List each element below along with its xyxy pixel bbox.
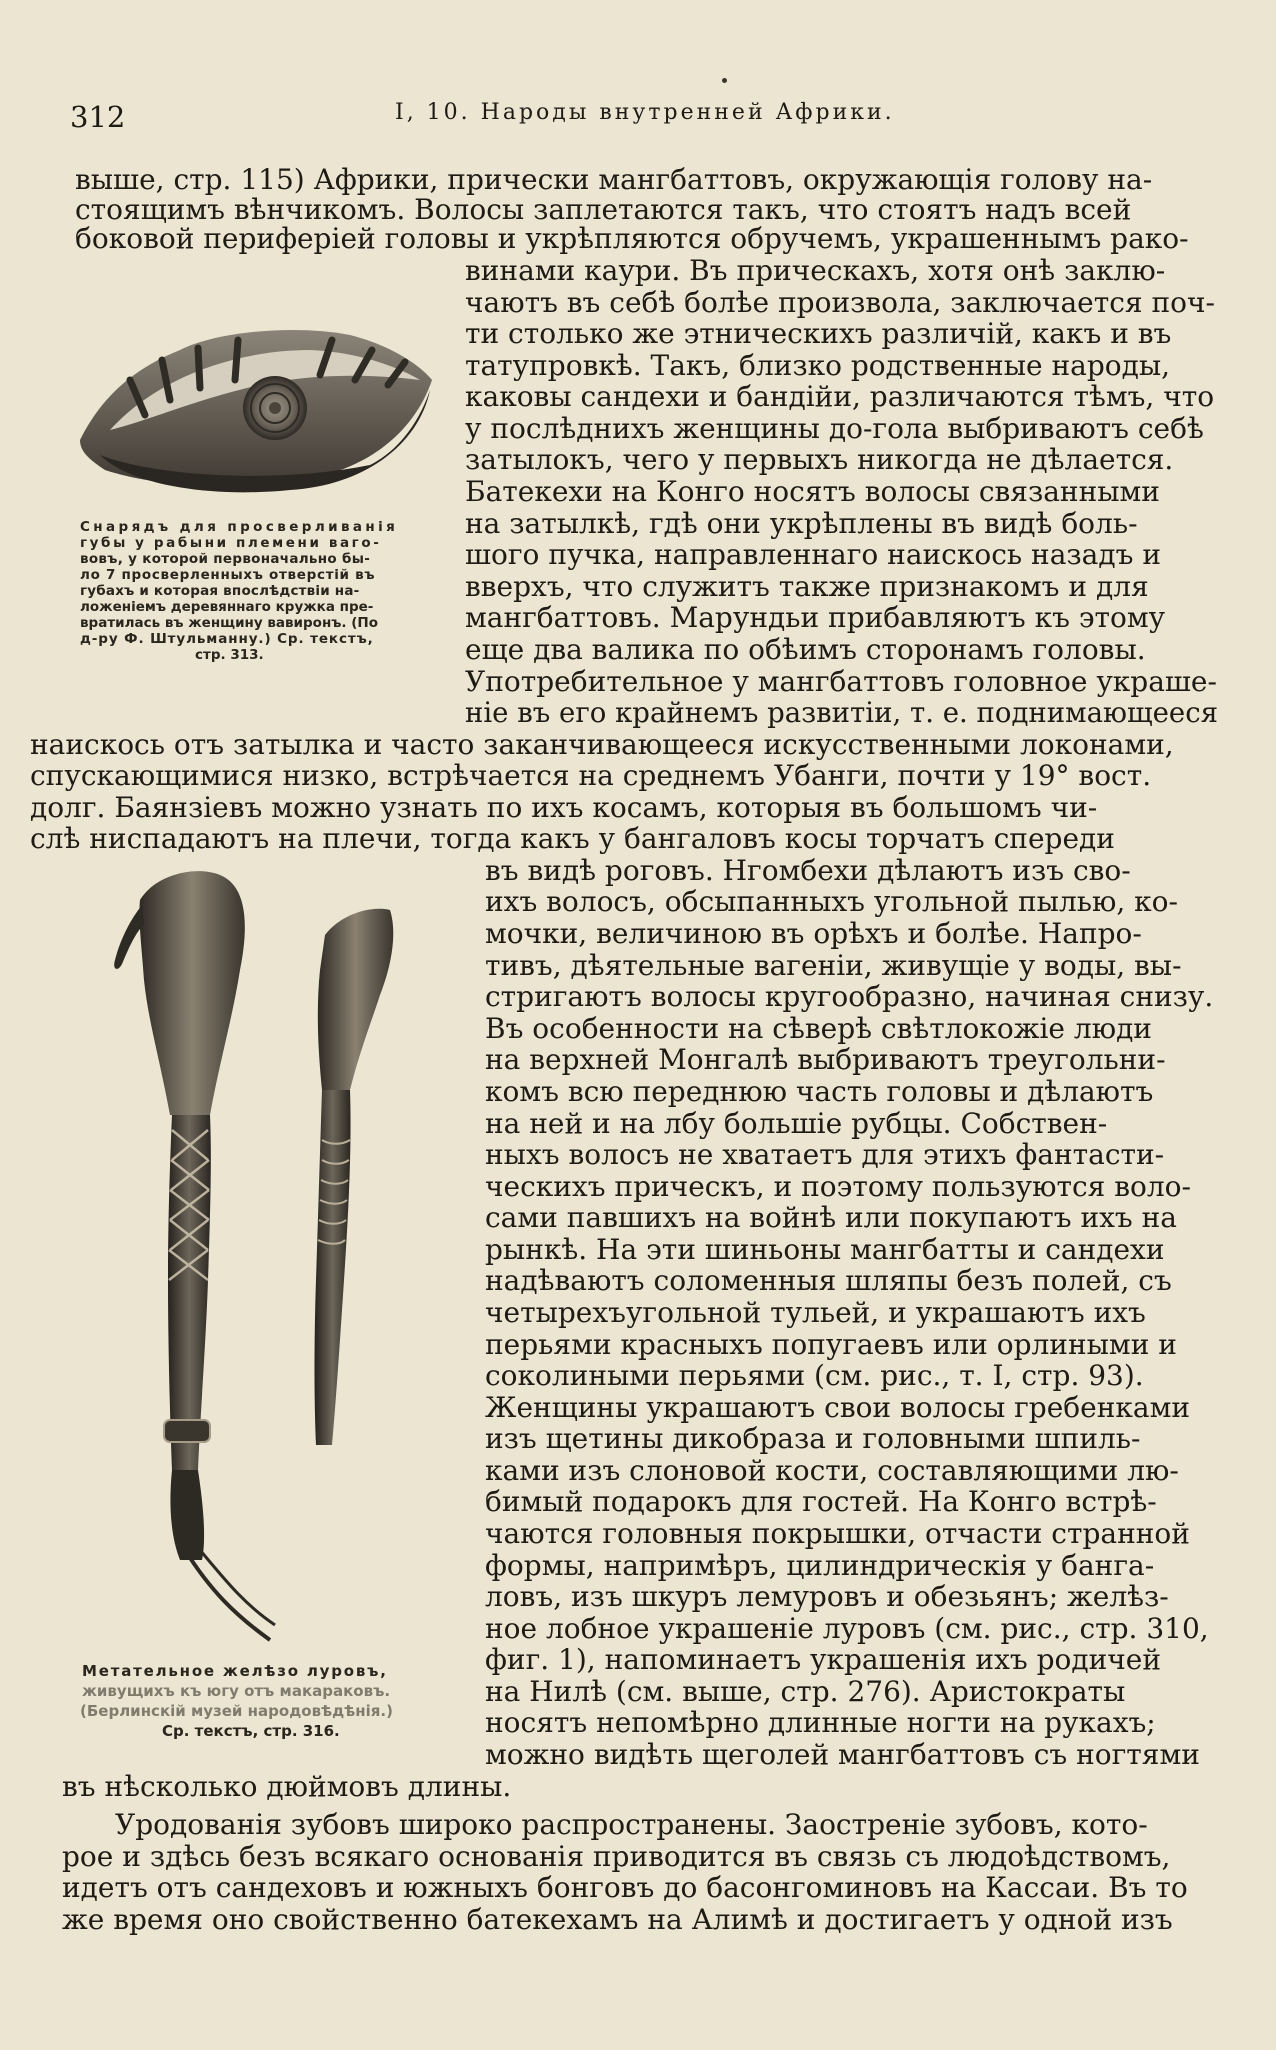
- text-line: ніе въ его крайнемъ развитіи, т. е. поднимающееся: [465, 696, 1219, 729]
- text-line: затылокъ, чего у первыхъ никогда не дѣлается.: [465, 443, 1174, 476]
- figure1-caption-line: д-ру Ф. Штульманну.) Ср. текстъ,: [80, 631, 374, 647]
- text-line: боковой периферіей головы и укрѣпляются обручемъ, украшеннымъ рако-: [75, 222, 1189, 255]
- text-line: Употребительное у мангбаттовъ головное украше-: [465, 665, 1217, 698]
- text-line: же время оно свойственно батекехамъ на Алимѣ и достигаетъ у одной изъ: [62, 1903, 1173, 1936]
- text-line: Батекехи на Конго носятъ волосы связанными: [465, 475, 1160, 508]
- text-line: на верхней Монгалѣ выбриваютъ треугольни-: [485, 1043, 1166, 1076]
- text-line: чаются головныя покрышки, отчасти странной: [485, 1517, 1190, 1550]
- text-line: еще два валика по обѣимъ сторонамъ головы.: [465, 633, 1146, 666]
- page-header: [70, 100, 1210, 140]
- text-line: бимый подарокъ для гостей. На Конго встрѣ-: [485, 1485, 1157, 1518]
- figure1-caption-line: губы у рабыни племени ваго-: [80, 535, 382, 551]
- text-line: рое и здѣсь безъ всякаго основанія приводится въ связь съ людоѣдствомъ,: [62, 1840, 1171, 1873]
- text-line: шого пучка, направленнаго наискось назадъ и: [465, 538, 1161, 571]
- running-head: I, 10. Народы внутренней Африки.: [395, 100, 895, 125]
- figure2-caption-line: живущихъ къ югу отъ макараковъ.: [82, 1682, 391, 1700]
- text-line: сами павшихъ на войнѣ или покупаютъ ихъ на: [485, 1201, 1177, 1234]
- figure-lip-device-illustration: [70, 280, 450, 510]
- text-line: мангбаттовъ. Марундьи прибавляютъ къ этому: [465, 601, 1166, 634]
- figure1-caption-line: Снарядъ для просверливанія: [80, 519, 399, 535]
- text-line: стоящимъ вѣнчикомъ. Волосы заплетаются такъ, что стоятъ надъ всей: [75, 193, 1132, 226]
- text-line: чаютъ въ себѣ болѣе произвола, заключается поч-: [465, 286, 1215, 319]
- text-line: тивъ, дѣятельные вагеніи, живущіе у воды, вы-: [485, 949, 1182, 982]
- text-line: ныхъ волосъ не хватаетъ для этихъ фантасти-: [485, 1138, 1165, 1171]
- print-speck: [722, 78, 727, 83]
- text-line: Въ особенности на сѣверѣ свѣтлокожіе люди: [485, 1012, 1152, 1045]
- text-line: изъ щетины дикобраза и головными шпиль-: [485, 1422, 1141, 1455]
- page-number: 312: [70, 100, 126, 134]
- text-line: мочки, величиною въ орѣхъ и болѣе. Напро-: [485, 917, 1142, 950]
- text-line: фиг. 1), напоминаетъ украшенія ихъ родичей: [485, 1643, 1162, 1676]
- text-line: надѣваютъ соломенныя шляпы безъ полей, съ: [485, 1264, 1172, 1297]
- text-line: въ нѣсколько дюймовъ длины.: [62, 1770, 512, 1803]
- text-line: можно видѣть щеголей мангбаттовъ съ ногтями: [485, 1738, 1200, 1771]
- text-line: стригаютъ волосы кругообразно, начиная снизу.: [485, 980, 1214, 1013]
- text-line: на затылкѣ, гдѣ они укрѣплены въ видѣ боль-: [465, 507, 1138, 540]
- text-line: спускающимися низко, встрѣчается на среднемъ Убанги, почти у 19° вост.: [30, 759, 1152, 792]
- text-line: у послѣднихъ женщины до-гола выбриваютъ себѣ: [465, 412, 1204, 445]
- text-line: рынкѣ. На эти шиньоны мангбатты и сандехи: [485, 1233, 1165, 1266]
- text-line: винами каури. Въ прическахъ, хотя онѣ заклю-: [465, 254, 1166, 287]
- text-line: ное лобное украшеніе луровъ (см. рис., стр. 310,: [485, 1612, 1209, 1645]
- text-line: наискось отъ затылка и часто заканчивающееся искусственными локонами,: [30, 728, 1174, 761]
- text-line: ти столько же этническихъ различій, какъ и въ: [465, 317, 1172, 350]
- figure2-caption-line: (Берлинскій музей народовѣдѣнія.): [80, 1702, 393, 1720]
- figure1-caption-line: ло 7 просверленныхъ отверстій въ: [80, 567, 376, 583]
- figure1-caption-line: вратилась въ женщину вавиронъ. (По: [80, 615, 378, 631]
- text-line: ловъ, изъ шкуръ лемуровъ и обезьянъ; желѣз-: [485, 1580, 1169, 1613]
- text-line: соколиными перьями (см. рис., т. I, стр. 93).: [485, 1359, 1144, 1392]
- figure1-caption-line: стр. 313.: [195, 647, 264, 663]
- text-line: долг. Баянзіевъ можно узнать по ихъ косамъ, которыя въ большомъ чи-: [30, 791, 1098, 824]
- text-line: слѣ ниспадаютъ на плечи, тогда какъ у бангаловъ косы торчатъ спереди: [30, 822, 1115, 855]
- text-line: Уродованія зубовъ широко распространены. Заостреніе зубовъ, кото-: [115, 1808, 1148, 1841]
- text-line: перьями красныхъ попугаевъ или орлиными и: [485, 1328, 1177, 1361]
- text-line: ками изъ слоновой кости, составляющими лю-: [485, 1454, 1179, 1487]
- text-line: Женщины украшаютъ свои волосы гребенками: [485, 1391, 1191, 1424]
- text-line: на ней и на лбу большіе рубцы. Собствен-: [485, 1107, 1108, 1140]
- text-line: четырехъугольной тульей, и украшаютъ ихъ: [485, 1296, 1146, 1329]
- figure1-caption-line: ложеніемъ деревяннаго кружка пре-: [80, 599, 374, 615]
- text-line: комъ всю переднюю часть головы и дѣлаютъ: [485, 1075, 1154, 1108]
- figure2-caption-line: Метательное желѣзо луровъ,: [82, 1662, 388, 1680]
- text-line: вверхъ, что служитъ также признакомъ и для: [465, 570, 1149, 603]
- text-line: каковы сандехи и бандійи, различаются тѣмъ, что: [465, 380, 1215, 413]
- text-line: ческихъ прическъ, и поэтому пользуются воло-: [485, 1170, 1191, 1203]
- text-line: ихъ волосъ, обсыпанныхъ угольной пылью, ко-: [485, 885, 1178, 918]
- figure2-caption-line: Ср. текстъ, стр. 316.: [162, 1722, 340, 1740]
- text-line: идетъ отъ сандеховъ и южныхъ бонговъ до басонгоминовъ на Кассаи. Въ то: [62, 1871, 1188, 1904]
- text-line: формы, напримѣръ, цилиндрическія у банга-: [485, 1549, 1155, 1582]
- text-line: въ видѣ роговъ. Нгомбехи дѣлаютъ изъ сво-: [485, 854, 1131, 887]
- text-line: выше, стр. 115) Африки, прически мангбаттовъ, окружающія голову на-: [75, 163, 1153, 196]
- figure-throwing-irons-illustration: [60, 860, 460, 1650]
- text-line: на Нилѣ (см. выше, стр. 276). Аристократы: [485, 1675, 1126, 1708]
- text-line: татупровкѣ. Такъ, близко родственные народы,: [465, 349, 1171, 382]
- figure1-caption-line: губахъ и которая впослѣдствіи на-: [80, 583, 360, 599]
- figure1-caption-line: вовъ, у которой первоначально бы-: [80, 551, 371, 567]
- text-line: носятъ непомѣрно длинные ногти на рукахъ;: [485, 1706, 1156, 1739]
